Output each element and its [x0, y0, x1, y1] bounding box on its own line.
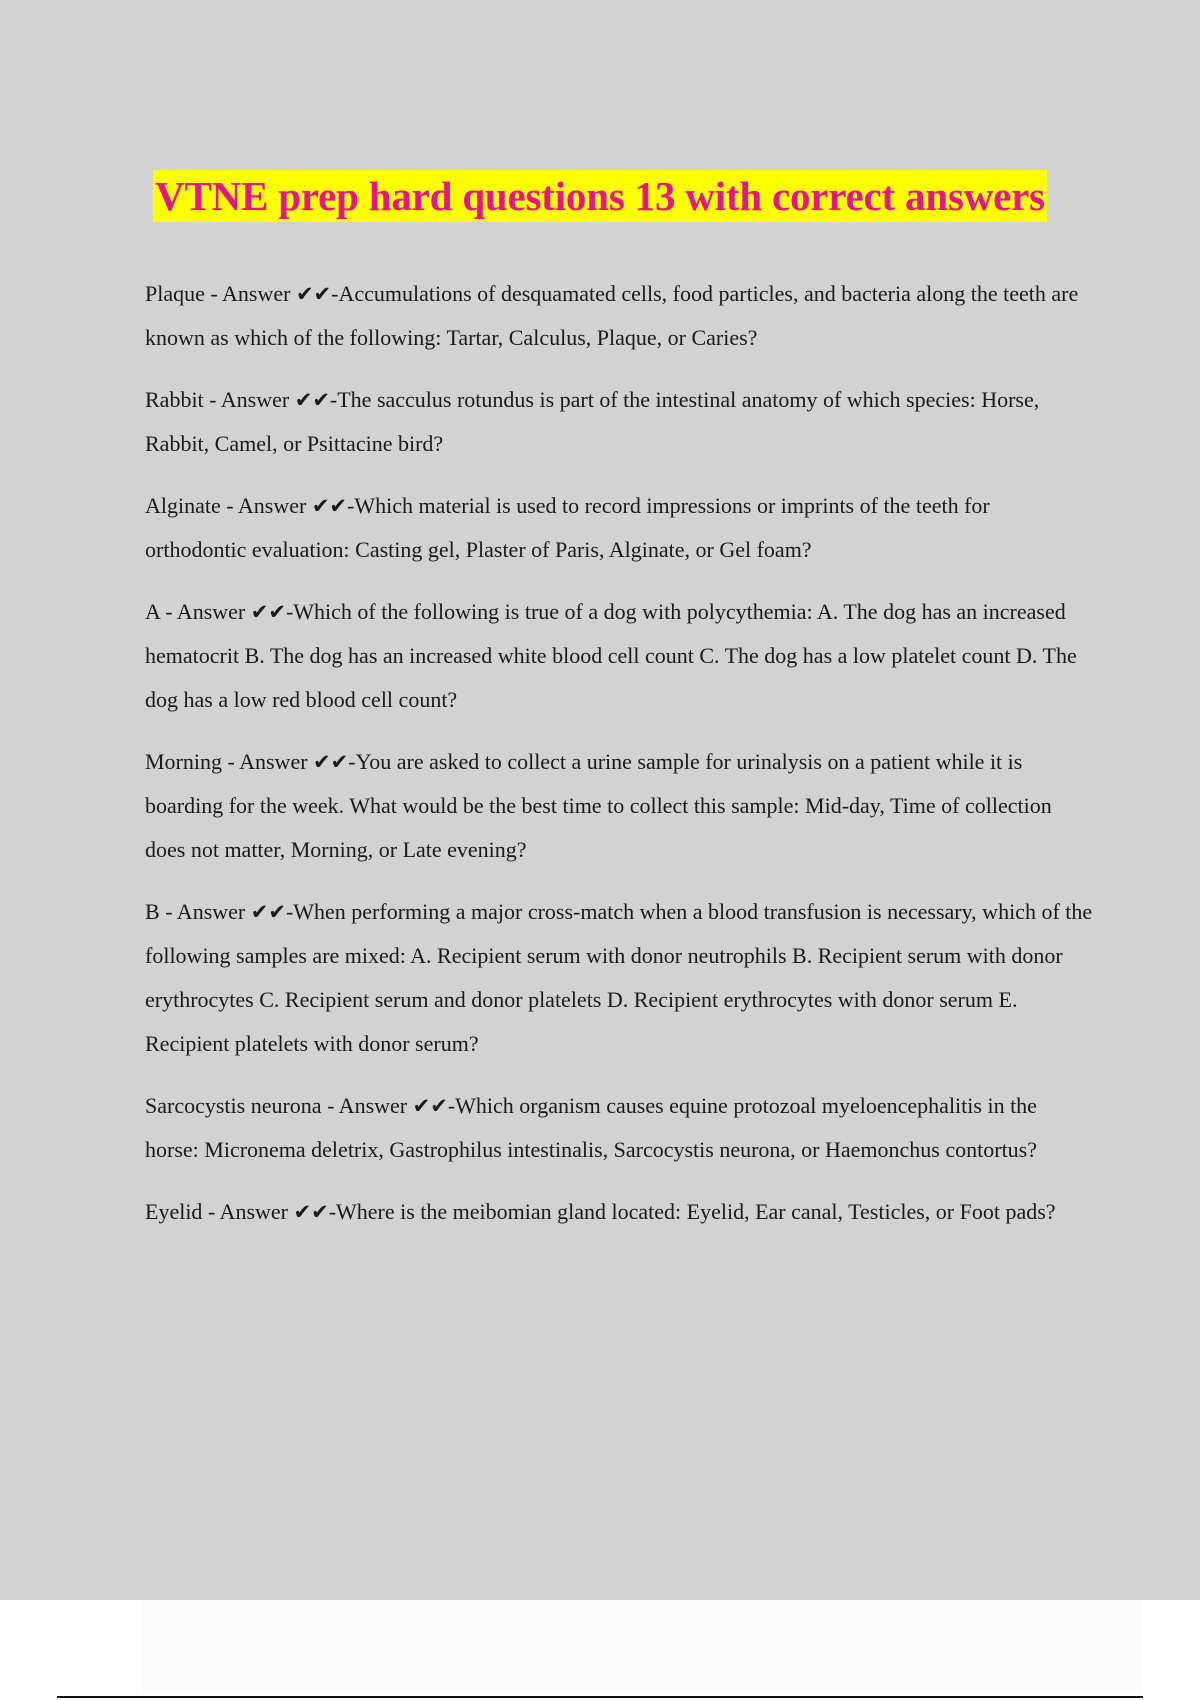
qa-item — [145, 378, 1093, 466]
qa-item — [145, 272, 1093, 360]
qa-question: -Which of the following is true of a dog with polycythemia: A. The dog has an increased hematocrit B. The dog has an increased white blood cell count C. The dog has a low platelet count D. The dog has a low red blood cell count? — [145, 599, 1077, 712]
double-check-icon: ✔✔ — [250, 900, 286, 924]
qa-answer-label: - Answer — [202, 1199, 294, 1224]
qa-answer-label: - Answer — [204, 281, 296, 306]
double-check-icon: ✔✔ — [250, 600, 286, 624]
qa-answer-label: - Answer — [159, 899, 251, 924]
qa-answer: Alginate — [145, 493, 221, 518]
double-check-icon: ✔✔ — [412, 1094, 448, 1118]
qa-item — [145, 740, 1093, 872]
qa-answer-label: - Answer — [321, 1093, 413, 1118]
qa-answer: Rabbit — [145, 387, 204, 412]
qa-item — [145, 1084, 1093, 1172]
next-page-shade — [143, 1600, 1143, 1695]
qa-question: -Accumulations of desquamated cells, food particles, and bacteria along the teeth are known as which of the following: Tartar, Calculus, Plaque, or Caries? — [145, 281, 1079, 350]
double-check-icon: ✔✔ — [313, 750, 349, 774]
qa-answer: B — [145, 899, 160, 924]
qa-answer: A — [145, 599, 160, 624]
qa-answer: Plaque — [145, 281, 205, 306]
qa-answer-label: - Answer — [203, 387, 295, 412]
qa-question: -You are asked to collect a urine sample for urinalysis on a patient while it is boarding for the week. What would be the best time to collect this sample: Mid-day, Time of collection does not matter, Morning, or Late evening? — [145, 749, 1052, 862]
double-check-icon: ✔✔ — [293, 1200, 329, 1224]
qa-question: -Which organism causes equine protozoal myeloencephalitis in the horse: Micronema deletrix, Gastrophilus intestinalis, Sarcocystis neurona, or Haemonchus contortus? — [145, 1093, 1038, 1162]
qa-answer-label: - Answer — [222, 749, 314, 774]
qa-answer-label: - Answer — [159, 599, 251, 624]
qa-item — [145, 484, 1093, 572]
qa-answer-label: - Answer — [220, 493, 312, 518]
qa-question: -When performing a major cross-match when a blood transfusion is necessary, which of the following samples are mixed: A. Recipient serum with donor neutrophils B. Recipient serum with donor erythrocytes C. Recipient serum and donor platelets D. Recipient erythrocytes with donor serum E. Recipient platelets with donor serum? — [145, 899, 1093, 1056]
qa-answer: Sarcocystis neurona — [145, 1093, 322, 1118]
footer-rule — [57, 1696, 1143, 1698]
qa-question: -Which material is used to record impressions or imprints of the teeth for orthodontic evaluation: Casting gel, Plaster of Paris, Alginate, or Gel foam? — [145, 493, 990, 562]
qa-answer: Eyelid — [145, 1199, 203, 1224]
double-check-icon: ✔✔ — [294, 388, 330, 412]
qa-question: -Where is the meibomian gland located: Eyelid, Ear canal, Testicles, or Foot pads? — [328, 1199, 1056, 1224]
qa-item — [145, 890, 1093, 1066]
qa-list — [145, 272, 1093, 1252]
document-title: VTNE prep hard questions 13 with correct answers — [153, 170, 1047, 222]
title-wrap — [0, 170, 1200, 222]
qa-answer: Morning — [145, 749, 222, 774]
qa-question: -The sacculus rotundus is part of the intestinal anatomy of which species: Horse, Rabbit, Camel, or Psittacine bird? — [145, 387, 1040, 456]
qa-item — [145, 590, 1093, 722]
double-check-icon: ✔✔ — [311, 494, 348, 518]
qa-item — [145, 1190, 1093, 1234]
double-check-icon: ✔✔ — [295, 282, 332, 306]
